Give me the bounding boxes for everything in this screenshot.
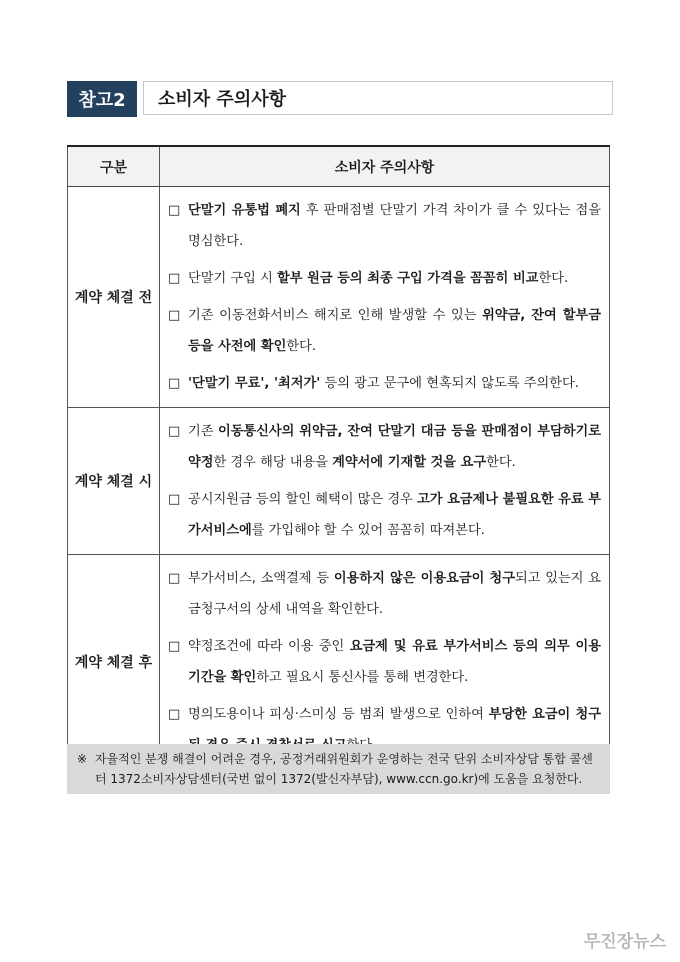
section-title: 소비자 주의사항 [143, 81, 613, 115]
item-text [188, 368, 601, 399]
item-text [188, 631, 601, 693]
emphasis-text: 이동통신사의 위약금, 잔여 단말기 대금 등을 판매점이 부담하기로 약정 [188, 424, 601, 470]
checkbox-bullet-icon: □ [168, 492, 181, 507]
item-text [188, 195, 601, 257]
category-cell: 계약 체결 시 [68, 408, 160, 555]
plain-text: 하고 필요시 통신사를 통해 변경한다. [256, 670, 469, 685]
plain-text: 부가서비스, 소액결제 등 [188, 571, 334, 586]
caution-cell [160, 555, 610, 770]
item-text [188, 263, 601, 294]
plain-text: 약정조건에 따라 이용 중인 [188, 639, 350, 654]
emphasis-text: 단말기 유통법 폐지 [188, 203, 301, 218]
note-mark: ※ [77, 752, 88, 766]
list-item [168, 300, 601, 362]
reference-badge: 참고2 [67, 81, 137, 117]
watermark-logo: 무진장뉴스 [583, 932, 666, 952]
plain-text: 후 판매점별 단말기 가격 차이가 클 수 있다는 점을 명심한다. [188, 203, 601, 249]
plain-text: 단말기 구입 시 [188, 271, 278, 286]
emphasis-text: 부당한 요금이 청구 [488, 707, 601, 722]
table-row [68, 187, 610, 408]
plain-text: 기존 [188, 424, 218, 439]
caution-cell [160, 408, 610, 555]
plain-text: 공시지원금 등의 할인 혜택이 많은 경우 [188, 492, 417, 507]
plain-text: 등의 광고 문구에 현혹되지 않도록 주의한다. [320, 376, 579, 391]
emphasis-text: 위약금, 잔여 할부금 등을 사전에 확인 [188, 308, 602, 354]
category-cell: 계약 체결 전 [68, 187, 160, 408]
table-row [68, 408, 610, 555]
section-header [67, 81, 615, 117]
list-item [168, 195, 601, 257]
item-text [188, 416, 601, 478]
list-item [168, 631, 601, 693]
caution-cell [160, 187, 610, 408]
item-text [188, 300, 601, 362]
emphasis-text: 요금제 및 유료 부가서비스 등의 의무 이용기간을 확인 [188, 639, 601, 685]
checkbox-bullet-icon: □ [168, 203, 181, 218]
note-text: 자율적인 분쟁 해결이 어려운 경우, 공정거래위원회가 운영하는 전국 단위 소비자상담 통합 콜센터 1372소비자상담센터(국번 없이 1372(발신자부담), www.ccn.go.kr)에 도움을 요청한다. [95, 752, 593, 786]
footnote-box [67, 744, 610, 794]
plain-text: 한다. [538, 271, 569, 286]
column-header-caution: 소비자 주의사항 [160, 146, 610, 187]
checkbox-bullet-icon: □ [168, 308, 181, 323]
emphasis-text: 계약서에 기재할 것을 요구 [332, 455, 487, 470]
emphasis-text: '단말기 무료', '최저가' [188, 376, 321, 391]
checkbox-bullet-icon: □ [168, 376, 181, 391]
item-text [188, 563, 601, 625]
consumer-caution-table [67, 145, 610, 770]
item-text [188, 484, 601, 546]
checkbox-bullet-icon: □ [168, 271, 181, 286]
list-item [168, 563, 601, 625]
table-row [68, 555, 610, 770]
plain-text: 기존 이동전화서비스 해지로 인해 발생할 수 있는 [188, 308, 483, 323]
list-item [168, 263, 601, 294]
emphasis-text: 이용하지 않은 이용요금이 청구 [333, 571, 516, 586]
plain-text: 를 가입해야 할 수 있어 꼼꼼히 따져본다. [251, 523, 485, 538]
checkbox-bullet-icon: □ [168, 424, 181, 439]
table-header-row [68, 146, 610, 187]
emphasis-text: 할부 원금 등의 최종 구입 가격을 꼼꼼히 비교 [277, 271, 539, 286]
category-cell: 계약 체결 후 [68, 555, 160, 770]
plain-text: 한 경우 해당 내용을 [213, 455, 333, 470]
list-item [168, 368, 601, 399]
checkbox-bullet-icon: □ [168, 571, 181, 586]
plain-text: 한다. [486, 455, 516, 470]
plain-text: 되고 있는지 요금청구서의 상세 내역을 확인한다. [188, 571, 601, 617]
column-header-category: 구분 [68, 146, 160, 187]
list-item [168, 484, 601, 546]
list-item [168, 416, 601, 478]
checkbox-bullet-icon: □ [168, 707, 181, 722]
emphasis-text: 고가 요금제나 불필요한 유료 부가서비스에 [188, 492, 601, 538]
plain-text: 명의도용이나 피싱·스미싱 등 범죄 발생으로 인하여 [188, 707, 489, 722]
plain-text: 한다. [286, 339, 317, 354]
checkbox-bullet-icon: □ [168, 639, 181, 654]
